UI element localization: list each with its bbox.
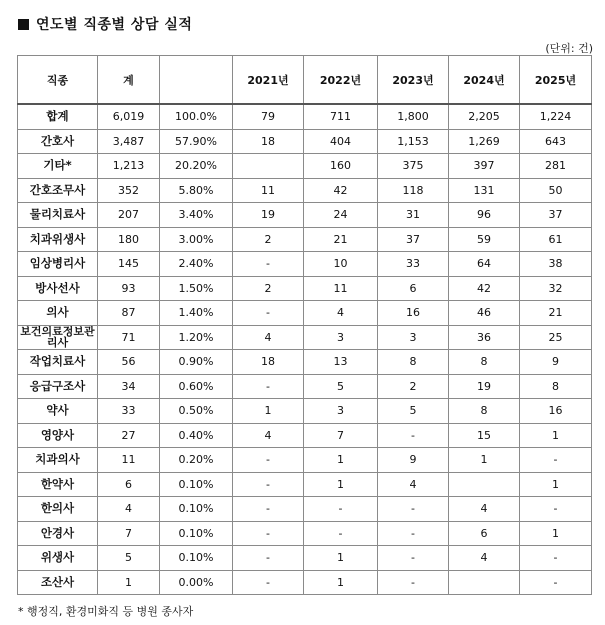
value-cell: 100.0% [160,104,233,129]
value-cell: 7 [98,521,160,546]
value-cell: - [304,521,378,546]
value-cell: 1,269 [449,129,520,154]
value-cell: 5 [98,546,160,571]
value-cell: 4 [449,497,520,522]
table-row [18,104,592,129]
table-row [18,276,592,301]
value-cell: 1 [98,570,160,595]
value-cell: 27 [98,423,160,448]
occupation-cell: 임상병리사 [18,252,98,277]
value-cell: - [233,546,304,571]
value-cell: 18 [233,350,304,375]
occupation-cell: 간호조무사 [18,178,98,203]
value-cell: 711 [304,104,378,129]
header-cell: 2021년 [233,56,304,105]
value-cell: 3 [378,325,449,350]
value-cell: - [520,546,592,571]
value-cell: 59 [449,227,520,252]
value-cell: 1,224 [520,104,592,129]
value-cell: 4 [233,423,304,448]
value-cell: 16 [520,399,592,424]
value-cell: - [233,521,304,546]
value-cell: 3 [304,399,378,424]
unit-label: (단위: 건) [545,42,593,55]
footnote: * 행정직, 환경미화직 등 병원 종사자 [18,605,194,618]
value-cell: 11 [98,448,160,473]
value-cell: 207 [98,203,160,228]
value-cell: 19 [449,374,520,399]
value-cell: 160 [304,154,378,179]
value-cell: 38 [520,252,592,277]
table-row [18,178,592,203]
header-cell: 직종 [18,56,98,105]
occupation-cell: 보건의료정보관리사 [18,325,98,350]
value-cell: 11 [304,276,378,301]
value-cell: - [378,570,449,595]
table-body [18,104,592,595]
value-cell: 5.80% [160,178,233,203]
value-cell: 118 [378,178,449,203]
value-cell: 0.90% [160,350,233,375]
value-cell: 281 [520,154,592,179]
table-row [18,350,592,375]
value-cell: 8 [449,399,520,424]
value-cell: 46 [449,301,520,326]
value-cell: 1 [520,472,592,497]
value-cell: 2 [233,276,304,301]
occupation-cell: 위생사 [18,546,98,571]
value-cell: 50 [520,178,592,203]
value-cell: - [233,570,304,595]
value-cell: 56 [98,350,160,375]
value-cell: 36 [449,325,520,350]
value-cell: 375 [378,154,449,179]
value-cell: 5 [378,399,449,424]
value-cell: 15 [449,423,520,448]
value-cell: 18 [233,129,304,154]
value-cell: 6 [378,276,449,301]
table-row [18,301,592,326]
table-row [18,448,592,473]
value-cell: 37 [520,203,592,228]
value-cell: 4 [233,325,304,350]
value-cell: 0.10% [160,497,233,522]
value-cell: 16 [378,301,449,326]
value-cell: 643 [520,129,592,154]
value-cell: - [520,448,592,473]
value-cell: - [233,374,304,399]
value-cell: - [378,423,449,448]
value-cell: 3,487 [98,129,160,154]
value-cell: 33 [98,399,160,424]
table-row [18,227,592,252]
value-cell: 131 [449,178,520,203]
value-cell: 21 [520,301,592,326]
value-cell: 96 [449,203,520,228]
value-cell: 0.20% [160,448,233,473]
page-title: 연도별 직종별 상담 실적 [36,17,193,33]
value-cell: 4 [304,301,378,326]
occupation-cell: 작업치료사 [18,350,98,375]
table-header-row [18,56,592,105]
value-cell: 397 [449,154,520,179]
occupation-cell: 조산사 [18,570,98,595]
value-cell: 64 [449,252,520,277]
occupation-cell: 간호사 [18,129,98,154]
table-row [18,399,592,424]
value-cell: - [378,497,449,522]
occupation-cell: 치과의사 [18,448,98,473]
header-cell: 2023년 [378,56,449,105]
value-cell: 0.40% [160,423,233,448]
table-row [18,546,592,571]
value-cell: 0.10% [160,546,233,571]
value-cell: - [378,546,449,571]
header-cell: 2024년 [449,56,520,105]
value-cell: 1 [233,399,304,424]
value-cell: 6,019 [98,104,160,129]
value-cell: 5 [304,374,378,399]
occupation-cell: 치과위생사 [18,227,98,252]
value-cell: - [233,448,304,473]
table-row [18,252,592,277]
value-cell: 4 [449,546,520,571]
value-cell: 24 [304,203,378,228]
value-cell: 1 [520,521,592,546]
table-row [18,521,592,546]
value-cell [449,570,520,595]
square-bullet-icon [18,19,29,30]
value-cell: 8 [449,350,520,375]
occupation-cell: 응급구조사 [18,374,98,399]
value-cell: 42 [449,276,520,301]
table-row [18,154,592,179]
value-cell: 352 [98,178,160,203]
occupation-cell: 영양사 [18,423,98,448]
value-cell: 37 [378,227,449,252]
value-cell: 11 [233,178,304,203]
header-cell: 계 [98,56,160,105]
value-cell: 2.40% [160,252,233,277]
value-cell: 1 [304,546,378,571]
value-cell [233,154,304,179]
occupation-cell: 한의사 [18,497,98,522]
value-cell: 9 [520,350,592,375]
value-cell: 2 [233,227,304,252]
value-cell: 57.90% [160,129,233,154]
value-cell: 9 [378,448,449,473]
value-cell: 1,153 [378,129,449,154]
value-cell: 13 [304,350,378,375]
value-cell: 404 [304,129,378,154]
value-cell: 3 [304,325,378,350]
header-cell [160,56,233,105]
table-row [18,325,592,350]
table-row [18,472,592,497]
value-cell: 145 [98,252,160,277]
value-cell: 25 [520,325,592,350]
value-cell: 0.00% [160,570,233,595]
table-row [18,203,592,228]
value-cell: 180 [98,227,160,252]
value-cell: 3.00% [160,227,233,252]
value-cell: 2,205 [449,104,520,129]
value-cell: 20.20% [160,154,233,179]
table-row [18,374,592,399]
value-cell: 0.60% [160,374,233,399]
table-row [18,497,592,522]
value-cell: - [304,497,378,522]
value-cell: - [233,301,304,326]
occupation-cell: 안경사 [18,521,98,546]
title-row [18,14,192,34]
table-row [18,129,592,154]
value-cell: 93 [98,276,160,301]
value-cell: 6 [449,521,520,546]
occupation-cell: 의사 [18,301,98,326]
occupation-cell: 방사선사 [18,276,98,301]
value-cell: 1,800 [378,104,449,129]
value-cell: 79 [233,104,304,129]
header-cell: 2022년 [304,56,378,105]
value-cell: - [520,570,592,595]
value-cell: 7 [304,423,378,448]
value-cell: 31 [378,203,449,228]
value-cell: 32 [520,276,592,301]
value-cell: 33 [378,252,449,277]
value-cell: 3.40% [160,203,233,228]
header-cell: 2025년 [520,56,592,105]
value-cell: 8 [520,374,592,399]
value-cell: 1.40% [160,301,233,326]
value-cell: - [233,497,304,522]
value-cell: 1 [520,423,592,448]
value-cell: 71 [98,325,160,350]
value-cell: 1 [304,570,378,595]
value-cell: 1 [304,448,378,473]
value-cell: - [233,472,304,497]
value-cell: - [520,497,592,522]
value-cell: 1.50% [160,276,233,301]
value-cell: 34 [98,374,160,399]
table-row [18,423,592,448]
value-cell: 61 [520,227,592,252]
value-cell: 19 [233,203,304,228]
value-cell: - [233,252,304,277]
value-cell: 2 [378,374,449,399]
occupation-cell: 합계 [18,104,98,129]
value-cell: 1,213 [98,154,160,179]
occupation-cell: 물리치료사 [18,203,98,228]
value-cell [449,472,520,497]
value-cell: 0.10% [160,472,233,497]
value-cell: 21 [304,227,378,252]
data-table [17,55,592,595]
value-cell: 0.50% [160,399,233,424]
value-cell: 4 [378,472,449,497]
occupation-cell: 기타* [18,154,98,179]
table-row [18,570,592,595]
value-cell: 87 [98,301,160,326]
value-cell: 6 [98,472,160,497]
value-cell: - [378,521,449,546]
value-cell: 42 [304,178,378,203]
value-cell: 0.10% [160,521,233,546]
value-cell: 1 [449,448,520,473]
occupation-cell: 한약사 [18,472,98,497]
value-cell: 10 [304,252,378,277]
value-cell: 1 [304,472,378,497]
value-cell: 1.20% [160,325,233,350]
occupation-cell: 약사 [18,399,98,424]
value-cell: 8 [378,350,449,375]
value-cell: 4 [98,497,160,522]
